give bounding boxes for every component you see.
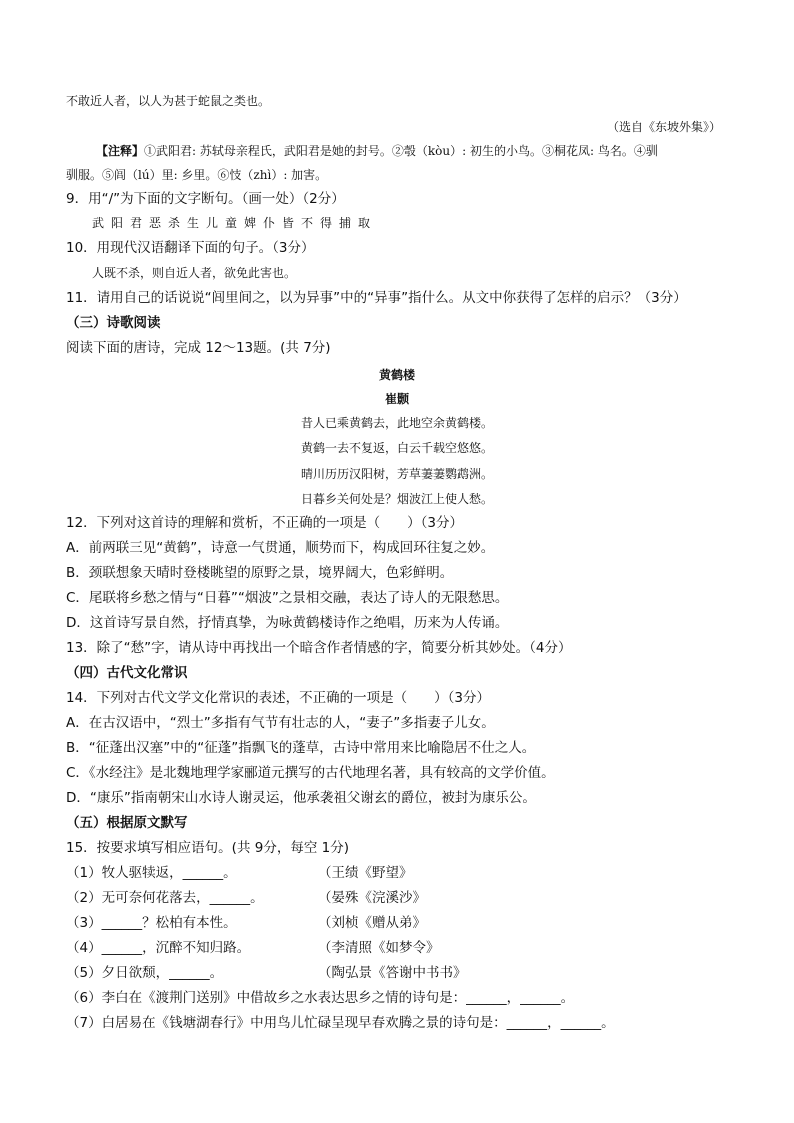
notes-label: 【注释】 [96,144,145,158]
poem-line: 日暮乡关何处是？烟波江上使人愁。 [300,492,493,506]
question-15: 15．按要求填写相应语句。(共 9分，每空 1分) [66,840,349,856]
question-14-option-d: D．“康乐”指南朝宋山水诗人谢灵运，他承袭祖父谢玄的爵位，被封为康乐公。 [66,790,536,806]
q15-item-6: （6）李白在《渡荆门送别》中借故乡之水表达思乡之情的诗句是：______，______。 [66,990,575,1006]
question-14: 14．下列对古代文学文化常识的表述，不正确的一项是（ ）（3分） [66,690,491,706]
question-12-option-a: A．前两联三见“黄鹤”，诗意一气贯通，顺势而下，构成回环往复之妙。 [66,540,495,556]
question-10-sentence: 人既不杀，则自近人者，欲免此害也。 [92,266,297,280]
question-14-option-c: C．《水经注》是北魏地理学家郦道元撰写的古代地理名著，具有较高的文学价值。 [66,765,555,781]
q15-item-3: （3）______？松柏有本性。 [66,915,237,931]
question-9: 9．用“/”为下面的文字断句。（画一处）（2分） [66,191,345,207]
question-9-sentence: 武阳君恶杀生儿童婢仆皆不得捕取 [92,216,378,230]
section-4-heading: （四）古代文化常识 [66,665,188,681]
question-13: 13．除了“愁”字，请从诗中再找出一个暗含作者情感的字，简要分析其妙处。（4分） [66,640,572,656]
notes [96,142,658,160]
q15-item-2-source: （晏殊《浣溪沙》 [318,890,426,906]
poem-line: 晴川历历汉阳树，芳草萋萋鹦鹉洲。 [300,467,493,481]
q15-item-1-source: （王绩《野望》 [318,865,413,881]
q15-item-4: （4）______，沉醉不知归路。 [66,940,251,956]
q15-item-7: （7）白居易在《钱塘湖春行》中用鸟儿忙碌呈现早春欢腾之景的诗句是：______，______。 [66,1015,615,1031]
question-14-option-b: B．“征蓬出汉塞”中的“征蓬”指飘飞的蓬草，古诗中常用来比喻隐居不仕之人。 [66,740,536,756]
poem-line: 黄鹤一去不复返，白云千载空悠悠。 [300,441,493,455]
q15-item-2: （2）无可奈何花落去，______。 [66,890,264,906]
section-3-intro: 阅读下面的唐诗，完成 12～13题。(共 7分) [66,340,331,356]
section-3-heading: （三）诗歌阅读 [66,315,161,331]
passage-end: 不敢近人者，以人为甚于蛇鼠之类也。 [66,94,271,108]
notes-line1: ①武阳君: 苏轼母亲程氏，武阳君是她的封号。②彀（kòu）: 初生的小鸟。③桐花凤: 鸟名。④驯 [144,144,658,158]
question-14-option-a: A．在古汉语中，“烈士”多指有气节有壮志的人，“妻子”多指妻子儿女。 [66,715,495,731]
passage-source: （选自《东坡外集》） [607,120,722,134]
q15-item-1: （1）牧人驱犊返，______。 [66,865,237,881]
question-12-option-c: C．尾联将乡愁之情与“日暮”“烟波”之景相交融，表达了诗人的无限愁思。 [66,590,509,606]
poem-title: 黄鹤楼 [378,368,415,382]
question-10: 10．用现代汉语翻译下面的句子。（3分） [66,240,315,256]
notes-line2: 驯服。⑤闾（lú）里: 乡里。⑥忮（zhì）: 加害。 [66,168,328,182]
q15-item-4-source: （李清照《如梦令》 [318,940,440,956]
poem-line: 昔人已乘黄鹤去，此地空余黄鹤楼。 [300,416,493,430]
q15-item-5: （5）夕日欲颓，______。 [66,965,224,981]
question-12: 12．下列对这首诗的理解和赏析，不正确的一项是（ ）（3分） [66,515,464,531]
q15-item-5-source: （陶弘景《答谢中书书》 [318,965,467,981]
question-11: 11．请用自己的话说说“闾里间之，以为异事”中的“异事”指什么。从文中你获得了怎样的启示？（3分） [66,290,687,306]
q15-item-3-source: （刘桢《赠从弟》 [318,915,426,931]
poem-author: 崔颢 [384,392,409,406]
question-12-option-b: B．颈联想象天晴时登楼眺望的原野之景，境界阔大，色彩鲜明。 [66,565,454,581]
section-5-heading: （五）根据原文默写 [66,815,188,831]
question-12-option-d: D．这首诗写景自然，抒情真挚，为咏黄鹤楼诗作之绝唱，历来为人传诵。 [66,615,509,631]
